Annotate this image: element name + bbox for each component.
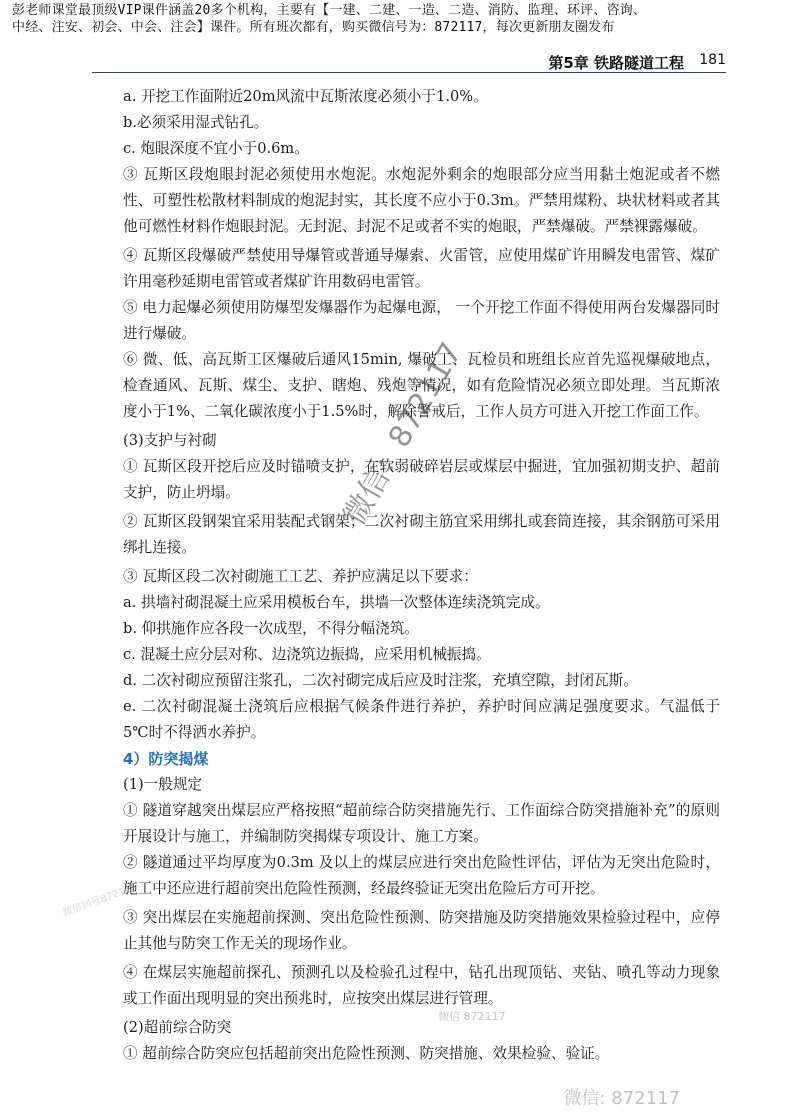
paragraph-item-b: b.必须采用湿式钻孔。 bbox=[123, 114, 269, 131]
paragraph-lining-b: b. 仰拱施作应各段一次成型，不得分幅浇筑。 bbox=[123, 620, 419, 637]
paragraph-shotcrete-support: ① 瓦斯区段开挖后应及时锚喷支护，在软弱破碎岩层或煤层中掘进，宜加强初期支护、超前支护，防止坍塌。 bbox=[123, 458, 720, 501]
paragraph-item-c: c. 炮眼深度不宜小于0.6m。 bbox=[123, 140, 309, 157]
paragraph-blasting-power: ⑤ 电力起爆必须使用防爆型发爆器作为起爆电源， 一个开挖工作面不得使用两台发爆器同时进行爆破。 bbox=[123, 299, 720, 342]
paragraph-steel-frame: ② 瓦斯区段钢架宜采用装配式钢架；二次衬砌主筋宜采用绑扎或套筒连接，其余钢筋可采用绑扎连接。 bbox=[123, 513, 720, 556]
subheading-general-rules: (1)一般规定 bbox=[123, 776, 203, 793]
paragraph-ventilation: ⑥ 微、低、高瓦斯工区爆破后通风15min, 爆破工、瓦检员和班组长应首先巡视爆破地点，检查通风、瓦斯、煤尘、支护、瞎炮、残炮等情况，如有危险情况必须立即处理。当瓦斯浓度小于1%、二氧化碳浓度小于1.5%时，解除警戒后，工作人员方可进入开挖工作面工作。 bbox=[123, 351, 720, 420]
promo-banner-line-2: 中经、注安、初会、中会、注会】课件。所有班次都有，购买微信号为：872117，每次更新朋友圈发布 bbox=[12, 20, 615, 35]
paragraph-advance-1: ① 超前综合防突应包括超前突出危险性预测、防突措施、效果检验、验证。 bbox=[123, 1045, 610, 1062]
page-body bbox=[103, 84, 720, 1067]
paragraph-rule-1: ① 隧道穿越突出煤层应严格按照“超前综合防突措施先行、工作面综合防突措施补充”的原则开展设计与施工，并编制防突揭煤专项设计、施工方案。 bbox=[123, 802, 720, 845]
paragraph-lining-e: e. 二次衬砌混凝土浇筑后应根据气候条件进行养护，养护时间应满足强度要求。气温低于5℃时不得洒水养护。 bbox=[123, 698, 720, 741]
paragraph-stemming: ③ 瓦斯区段炮眼封泥必须使用水炮泥。水炮泥外剩余的炮眼部分应当用黏土炮泥或者不燃性、可塑性松散材料制成的炮泥封实，其长度不应小于0.3m。严禁用煤粉、块状材料或者其他可燃性材料作炮眼封泥。无封泥、封泥不足或者不实的炮眼，严禁爆破。严禁裸露爆破。 bbox=[123, 166, 720, 235]
section-heading-outburst: 4）防突揭煤 bbox=[123, 750, 209, 768]
watermark-diagonal: 微信：872117 bbox=[336, 336, 470, 532]
watermark-corner: 微信: 872117 bbox=[563, 1088, 680, 1109]
paragraph-rule-3: ③ 突出煤层在实施超前探测、突出危险性预测、防突措施及防突措施效果检验过程中，应停止其他与防突工作无关的现场作业。 bbox=[123, 909, 720, 952]
promo-banner bbox=[12, 2, 792, 36]
paragraph-item-a: a. 开挖工作面附近20m风流中瓦斯浓度必须小于1.0%。 bbox=[123, 88, 488, 105]
paragraph-rule-4: ④ 在煤层实施超前探孔、预测孔以及检验孔过程中，钻孔出现顶钻、夹钻、喷孔等动力现象或工作面出现明显的突出预兆时，应按突出煤层进行管理。 bbox=[123, 964, 720, 1007]
paragraph-rule-2: ② 隧道通过平均厚度为0.3m 及以上的煤层应进行突出危险性评估，评估为无突出危险时，施工中还应进行超前突出危险性预测，经最终验证无突出危险后方可开挖。 bbox=[123, 854, 720, 897]
subheading-advance-prevention: (2)超前综合防突 bbox=[123, 1019, 232, 1036]
watermark-small: 微信 872117 bbox=[438, 1010, 506, 1023]
subheading-support-lining: (3)支护与衬砌 bbox=[123, 432, 217, 449]
paragraph-detonators: ④ 瓦斯区段爆破严禁使用导爆管或普通导爆索、火雷管，应使用煤矿许用瞬发电雷管、煤矿许用毫秒延期电雷管或者煤矿许用数码电雷管。 bbox=[123, 247, 720, 290]
chapter-title: 第5章 铁路隧道工程 bbox=[548, 54, 684, 72]
paragraph-lining-a: a. 拱墙衬砌混凝土应采用模板台车，拱墙一次整体连续浇筑完成。 bbox=[123, 594, 550, 611]
promo-banner-line-1: 彭老师课堂最顶级VIP课件涵盖20多个机构，主要有【一建、二建、一造、二造、消防、监理、环评、咨询、 bbox=[12, 3, 647, 18]
paragraph-lining-requirements: ③ 瓦斯区段二次衬砌施工工艺、养护应满足以下要求： bbox=[123, 568, 478, 585]
watermark-left: 微信同号872117 bbox=[61, 882, 139, 920]
paragraph-lining-c: c. 混凝土应分层对称、边浇筑边振捣，应采用机械振捣。 bbox=[123, 646, 491, 663]
page-number: 181 bbox=[699, 52, 726, 68]
paragraph-lining-d: d. 二次衬砌应预留注浆孔，二次衬砌完成后应及时注浆，充填空隙，封闭瓦斯。 bbox=[123, 672, 638, 689]
page-header bbox=[92, 50, 726, 73]
